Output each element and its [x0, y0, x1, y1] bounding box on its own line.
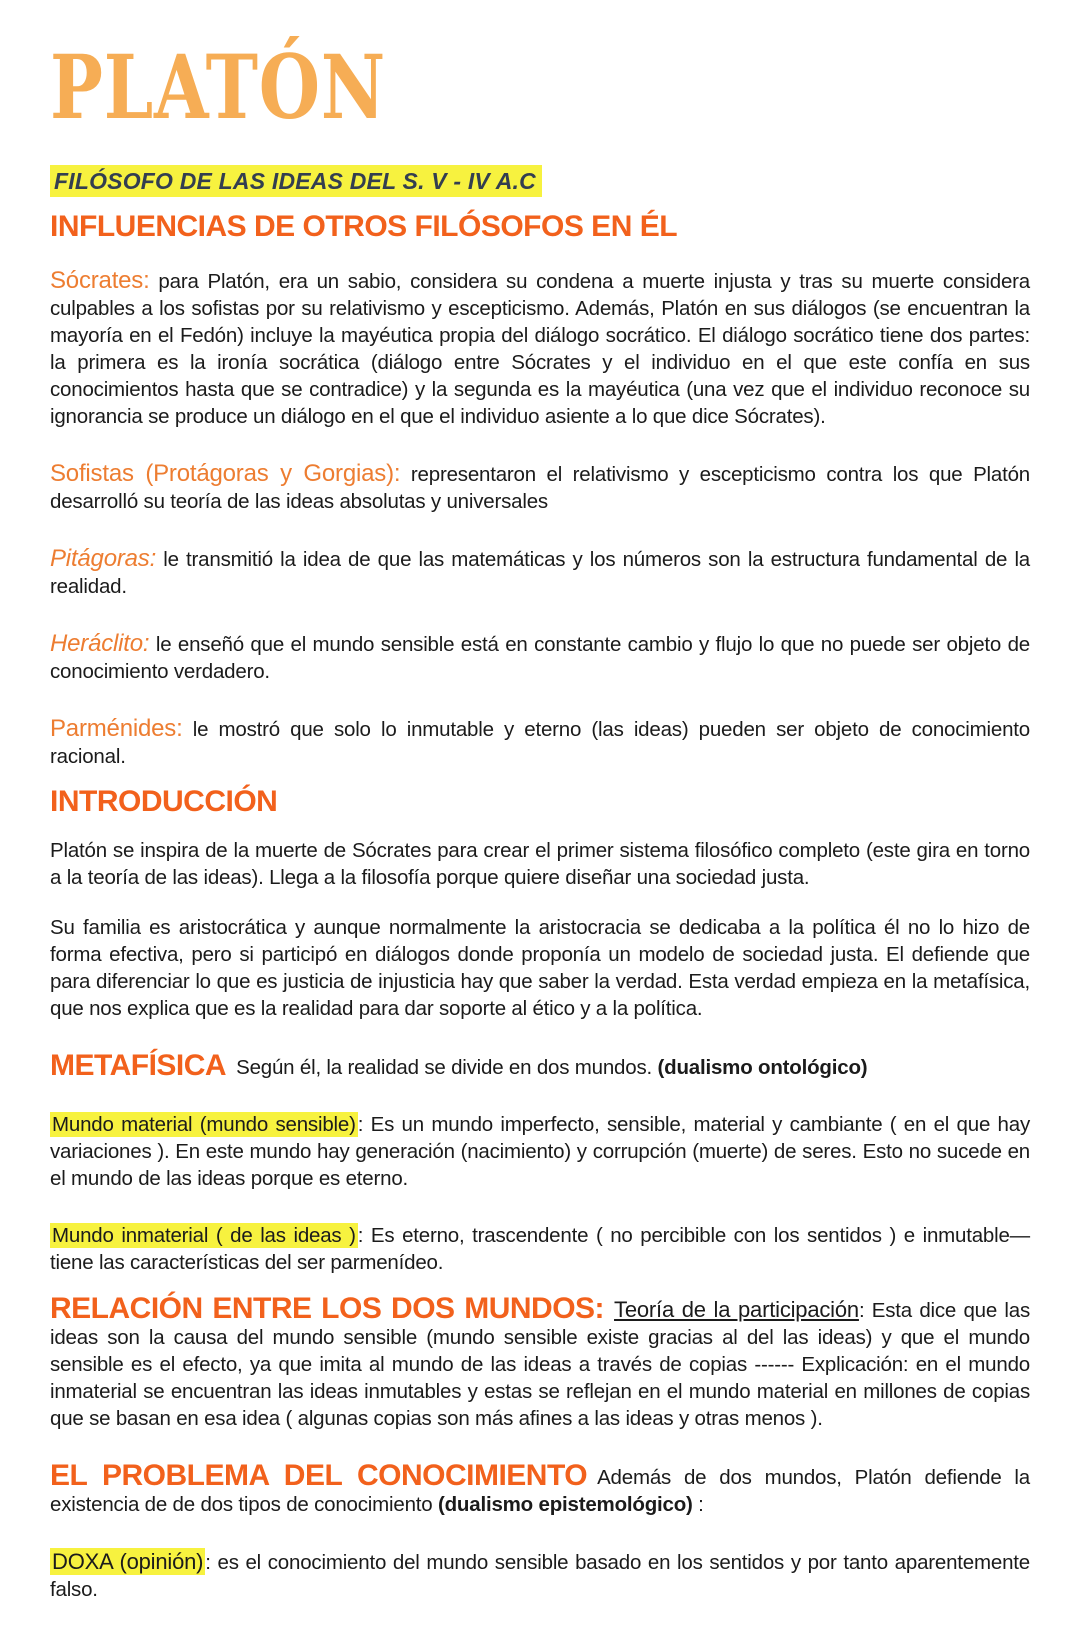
lead-heraclito: Heráclito: — [50, 629, 150, 657]
problema-text-after: : — [692, 1493, 704, 1517]
text-sofistas: representaron el relativismo y escepticismo contra los que Platón desarrolló su teoría de las ideas absolutas y universales — [50, 462, 1030, 513]
lead-socrates: Sócrates: — [50, 266, 150, 294]
paragraph-mundo-inmaterial — [50, 1222, 1030, 1276]
subtitle-block — [50, 168, 1030, 195]
heading-metafisica: METAFÍSICA — [50, 1049, 227, 1083]
text-doxa: : es el conocimiento del mundo sensible basado en los sentidos y por tanto aparentemente falso. — [50, 1551, 1030, 1602]
highlight-mundo-inmaterial: Mundo inmaterial ( de las ideas ) — [52, 1224, 356, 1248]
paragraph-relacion — [50, 1292, 1030, 1432]
paragraph-problema — [50, 1459, 1030, 1518]
text-socrates: para Platón, era un sabio, considera su condena a muerte injusta y tras su muerte considera culpables a los sofistas por su relativismo y escepticismo. Además, Platón en sus diálogos (se encuentran la mayoría en el Fedón) incluye la mayéutica propia del diálogo socrático. El diálogo socrático tiene dos partes: la primera es la ironía socrática (diálogo entre Sócrates y el individuo en el que este confía en sus conocimientos hasta que se contradice) y la segunda es la mayéutica (una vez que el individuo reconoce su ignorancia se produce un diálogo en el que el individuo asiente a lo que dice Sócrates). — [50, 269, 1030, 428]
lead-sofistas: Sofistas (Protágoras y Gorgias): — [50, 459, 401, 487]
highlight-doxa: DOXA (opinión) — [52, 1549, 204, 1575]
paragraph-doxa — [50, 1548, 1030, 1603]
highlight-mundo-material: Mundo material (mundo sensible) — [52, 1113, 356, 1137]
paragraph-pitagoras — [50, 545, 1030, 600]
paragraph-sofistas — [50, 460, 1030, 515]
metafisica-intro-bold: (dualismo ontológico) — [657, 1056, 868, 1080]
problema-bold-term: (dualismo epistemológico) — [437, 1493, 693, 1517]
heading-relacion: RELACIÓN ENTRE LOS DOS MUNDOS: — [50, 1292, 605, 1326]
highlighted-subtitle: FILÓSOFO DE LAS IDEAS DEL S. V - IV A.C — [50, 165, 542, 197]
text-mundo-inmaterial: : Es eterno, trascendente ( no percibible con los sentidos ) e inmutable— tiene las características del ser parmenídeo. — [50, 1224, 1030, 1275]
paragraph-mundo-material — [50, 1111, 1030, 1192]
paragraph-heraclito — [50, 630, 1030, 685]
paragraph-intro-2: Su familia es aristocrática y aunque normalmente la aristocracia se dedicaba a la política él no lo hizo de forma efectiva, pero si participó en diálogos donde proponía un modelo de sociedad justa. El defiende que para diferenciar lo que es justicia de injusticia hay que saber la verdad. Esta verdad empieza en la metafísica, que nos explica que es la realidad para dar soporte al ético y a la política. — [50, 916, 1030, 1021]
problema-text-before: Además de dos mundos, Platón defiende la existencia de de dos tipos de conocimiento — [50, 1466, 1030, 1517]
text-relacion: : Esta dice que las ideas son la causa del mundo sensible (mundo sensible existe gracias al del las ideas) y que el mundo sensible es el efecto, ya que imita al mundo de las ideas a través de copias ------ Explicación: en el mundo inmaterial se encuentran las ideas inmutables y estas se reflejan en el mundo material en millones de copias que se basan en esa idea ( algunas copias son más afines a las ideas y otras menos ). — [50, 1299, 1030, 1431]
paragraph-metafisica — [50, 1049, 1030, 1083]
text-heraclito: le enseñó que el mundo sensible está en constante cambio y flujo lo que no puede ser objeto de conocimiento verdadero. — [50, 632, 1030, 683]
text-parmenides: le mostró que solo lo inmutable y eterno (las ideas) pueden ser objeto de conocimiento racional. — [50, 717, 1030, 768]
heading-problema: EL PROBLEMA DEL CONOCIMIENTO — [50, 1459, 588, 1493]
paragraph-parmenides — [50, 715, 1030, 770]
heading-influencias: INFLUENCIAS DE OTROS FILÓSOFOS EN ÉL — [50, 210, 678, 244]
lead-pitagoras: Pitágoras: — [50, 544, 157, 572]
metafisica-intro-text: Según él, la realidad se divide en dos mundos. — [236, 1056, 658, 1080]
relacion-underlined-term: Teoría de la participación — [614, 1297, 859, 1323]
text-pitagoras: le transmitió la idea de que las matemáticas y los números son la estructura fundamental de la realidad. — [50, 547, 1030, 598]
heading-introduccion: INTRODUCCIÓN — [50, 784, 278, 818]
page-title: PLATÓN — [50, 35, 387, 139]
title-block — [50, 0, 1030, 139]
text-mundo-material: : Es un mundo imperfecto, sensible, material y cambiante ( en el que hay variaciones ). En este mundo hay generación (nacimiento) y corrupción (muerte) de seres. Esto no sucede en el mundo de las ideas porque es eterno. — [50, 1113, 1030, 1191]
paragraph-intro-1: Platón se inspira de la muerte de Sócrates para crear el primer sistema filosófico completo (este gira en torno a la teoría de las ideas). Llega a la filosofía porque quiere diseñar una sociedad justa. — [50, 839, 1030, 890]
lead-parmenides: Parménides: — [50, 714, 183, 742]
paragraph-socrates — [50, 267, 1030, 430]
